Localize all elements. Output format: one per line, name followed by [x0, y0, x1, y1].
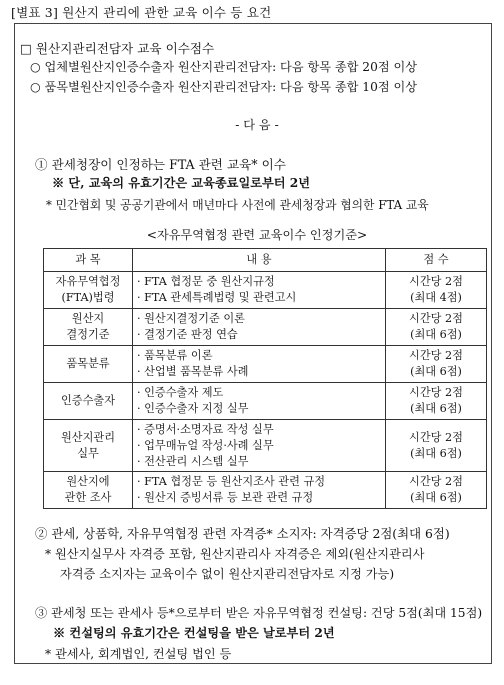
points-text: (최대 6점)	[410, 365, 462, 378]
content-cell	[133, 346, 386, 383]
content-text: · 증명서·소명자료 작성 실무	[137, 422, 274, 436]
points-text: (최대 6점)	[410, 402, 462, 415]
content-text: · 품목분류 이론	[137, 349, 213, 362]
header-points: 점 수	[386, 249, 487, 272]
table-row	[44, 346, 487, 383]
subject-cell	[44, 383, 133, 420]
content-cell	[133, 383, 386, 420]
divider-label: - 다 음 -	[235, 118, 279, 132]
header-subject: 과 목	[44, 249, 133, 272]
points-text: 시간당 2점	[409, 312, 463, 325]
subject-text: 결정기준	[66, 328, 110, 341]
subject-text: 원산지에	[66, 475, 110, 488]
content-cell	[133, 309, 386, 346]
content-text: · 업무매뉴얼 작성·사례 실무	[137, 438, 274, 452]
subject-cell	[44, 272, 133, 309]
subject-text: 관한 조사	[64, 491, 112, 504]
subject-text: 품목분류	[66, 357, 110, 370]
subject-text: 자유무역협정	[55, 275, 121, 288]
item-2-text: ② 관세, 상품학, 자유무역협정 관련 자격증* 소지자: 자격증당 2점(최대 6점)	[35, 526, 450, 541]
points-cell	[386, 346, 487, 383]
item-1-note: ※ 단, 교육의 유효기간은 교육종료일로부터 2년	[52, 176, 311, 190]
item-3-footnote: * 관세사, 회계법인, 컨설팅 법인 등	[45, 647, 232, 661]
table-row	[44, 472, 487, 509]
subject-text: 원산지	[71, 312, 105, 325]
item-2-footnote: * 원산지실무사 자격증 포함, 원산지관리사 자격증은 제외(원산지관리사	[45, 547, 425, 561]
content-text: · 전산관리 시스템 실무	[137, 454, 249, 468]
content-text: · FTA 협정문 등 원산지조사 관련 규정	[137, 475, 326, 488]
points-cell	[386, 472, 487, 509]
content-cell	[133, 472, 386, 509]
points-cell	[386, 383, 487, 420]
item-3-text: ③ 관세청 또는 관세사 등*으로부터 받은 자유무역협정 컨설팅: 건당 5점(최대 15점)	[35, 606, 483, 620]
points-text: (최대 4점)	[410, 291, 462, 304]
subject-cell	[44, 420, 133, 472]
content-cell	[133, 272, 386, 309]
subject-cell	[44, 309, 133, 346]
item-2-footnote-cont: 자격증 소지자는 교육이수 없이 원산지관리전담자로 지정 가능)	[60, 567, 395, 581]
requirement-item: ○ 업체별원산지인증수출자 원산지관리전담자: 다음 항목 종합 20점 이상	[30, 60, 418, 74]
points-text: (최대 6점)	[410, 446, 462, 460]
points-text: 시간당 2점	[409, 275, 463, 288]
subject-text: 실무	[77, 446, 99, 460]
content-text: · 결정기준 판정 연습	[137, 328, 238, 341]
subject-cell	[44, 346, 133, 383]
subject-text: 인증수출자	[60, 394, 116, 407]
points-text: (최대 6점)	[410, 491, 462, 504]
course-table	[43, 248, 487, 509]
table-row	[44, 272, 487, 309]
points-text: 시간당 2점	[409, 386, 463, 399]
subject-text: (FTA)법령	[61, 291, 115, 304]
content-text: · FTA 협정문 중 원산지규정	[137, 275, 275, 288]
content-text: · FTA 관세특례법령 및 관련고시	[137, 291, 297, 304]
table-row	[44, 309, 487, 346]
item-1-footnote: * 민간협회 및 공공기관에서 매년마다 사전에 관세청장과 협의한 FTA 교육	[46, 198, 429, 212]
points-cell	[386, 309, 487, 346]
table-caption: <자유무역협정 관련 교육이수 인정기준>	[146, 228, 368, 242]
content-text: · 원산지 증빙서류 등 보관 관련 규정	[137, 491, 314, 504]
content-text: · 인증수출자 제도	[137, 386, 224, 399]
table-row	[44, 383, 487, 420]
points-text: 시간당 2점	[409, 349, 463, 362]
item-3-note: ※ 컨설팅의 유효기간은 컨설팅을 받은 날로부터 2년	[53, 626, 335, 640]
points-cell	[386, 420, 487, 472]
content-text: · 산업별 품목분류 사례	[137, 365, 249, 378]
requirement-item: ○ 품목별원산지인증수출자 원산지관리전담자: 다음 항목 종합 10점 이상	[30, 80, 418, 94]
points-cell	[386, 272, 487, 309]
points-text: 시간당 2점	[409, 475, 463, 488]
header-content: 내 용	[133, 249, 386, 272]
table-header-row	[44, 249, 487, 272]
subject-cell	[44, 472, 133, 509]
page-title: [별표 3] 원산지 관리에 관한 교육 이수 등 요건	[11, 5, 272, 20]
item-1-text: ① 관세청장이 인정하는 FTA 관련 교육* 이수	[35, 157, 286, 172]
section-heading: □ 원산지관리전담자 교육 이수점수	[20, 41, 215, 56]
content-text: · 원산지결정기준 이론	[137, 312, 245, 325]
points-text: (최대 6점)	[410, 328, 462, 341]
subject-text: 원산지관리	[60, 430, 116, 444]
content-text: · 인증수출자 지정 실무	[137, 402, 249, 415]
table-row	[44, 420, 487, 472]
points-text: 시간당 2점	[409, 430, 463, 444]
content-cell	[133, 420, 386, 472]
